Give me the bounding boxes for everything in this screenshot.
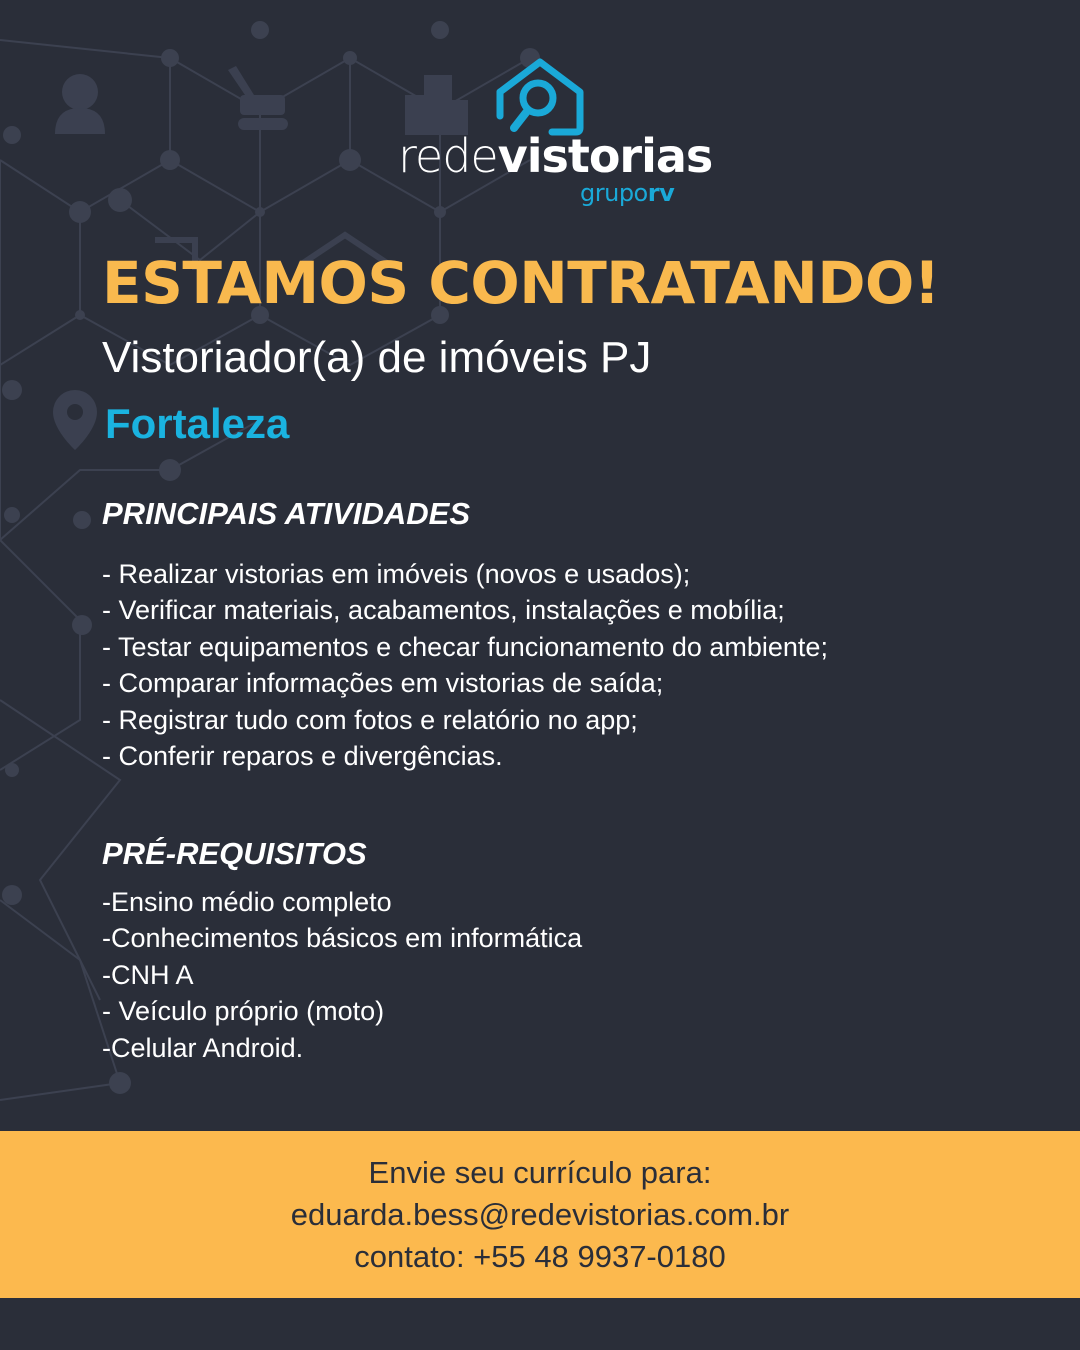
requirements-title: PRÉ-REQUISITOS [102, 836, 367, 871]
list-item: - Realizar vistorias em imóveis (novos e usados); [102, 559, 691, 589]
requirements-list [102, 884, 982, 1066]
job-city: Fortaleza [105, 400, 290, 447]
brand-sub-bold: rv [647, 179, 675, 207]
user-icon [55, 74, 105, 134]
building-icon [405, 75, 468, 135]
brand-name-light: rede [398, 129, 498, 183]
headline: ESTAMOS CONTRATANDO! [102, 249, 940, 317]
excavator-icon [228, 66, 288, 130]
house-magnifier-logo-icon [494, 56, 586, 136]
list-item: - Testar equipamentos e checar funcionamento do ambiente; [102, 631, 828, 662]
contact-email[interactable]: eduarda.bess@redevistorias.com.br [290, 1197, 790, 1232]
contact-banner [0, 1131, 1080, 1298]
brand-logo-wordmark [398, 128, 712, 184]
list-item: -CNH A [102, 959, 194, 990]
activities-list [102, 556, 982, 774]
brand-sub-light: grupo [580, 179, 648, 207]
list-item: - Conferir reparos e divergências. [102, 741, 503, 772]
list-item: -Celular Android. [102, 1032, 304, 1063]
list-item: - Verificar materiais, acabamentos, instalações e mobília; [102, 595, 785, 626]
contact-phone[interactable]: contato: +55 48 9937-0180 [354, 1239, 726, 1274]
activities-title: PRINCIPAIS ATIVIDADES [102, 496, 471, 531]
list-item: - Registrar tudo com fotos e relatório no app; [102, 704, 638, 735]
brand-name-bold: vistorias [497, 129, 713, 183]
contact-cta: Envie seu currículo para: [368, 1155, 712, 1190]
job-title: Vistoriador(a) de imóveis PJ [102, 333, 652, 382]
list-item: -Ensino médio completo [102, 887, 392, 917]
list-item: - Comparar informações em vistorias de saída; [102, 668, 664, 699]
brand-subtitle [580, 178, 674, 208]
list-item: -Conhecimentos básicos em informática [102, 923, 583, 954]
list-item: - Veículo próprio (moto) [102, 996, 385, 1027]
